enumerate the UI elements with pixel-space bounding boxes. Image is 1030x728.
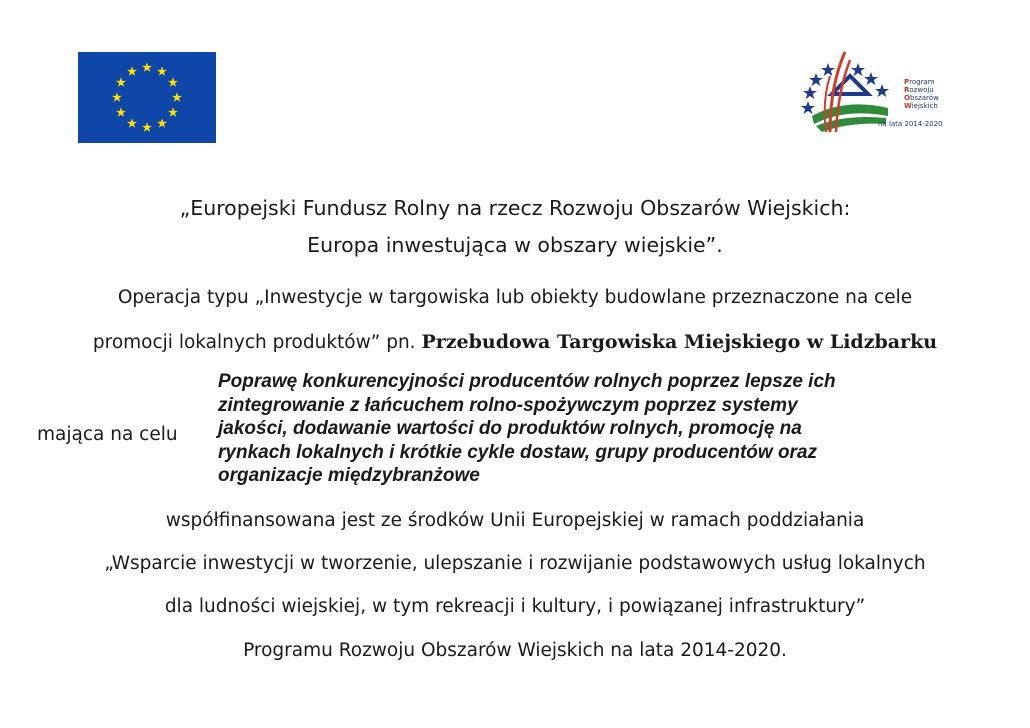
aim-line: jakości, dodawanie wartości do produktów rolnych, promocję na (218, 418, 802, 439)
eu-flag-logo (78, 52, 216, 143)
operation-prefix: promocji lokalnych produktów” pn. (92, 332, 416, 353)
prow-word-4: iejskich (911, 102, 938, 110)
prow-word-3: bszarów (909, 94, 939, 102)
prow-word-1: rogram (909, 78, 935, 86)
funding-line-2: „Wsparcie inwestycji w tworzenie, ulepszanie i rozwijanie podstawowych usług lokalnych (104, 553, 926, 574)
aim-text (218, 370, 998, 488)
heading-line-2: Europa inwestująca w obszary wiejskie”. (307, 233, 723, 257)
prow-years: na lata 2014-2020 (878, 120, 943, 128)
aim-line: Poprawę konkurencyjności producentów rolnych poprzez lepsze ich (218, 371, 836, 392)
funding-line-3: dla ludności wiejskiej, w tym rekreacji i kultury, i powiązanej infrastruktury” (164, 596, 866, 617)
operation-line-2 (0, 331, 1030, 353)
funding-line-1: współfinansowana jest ze środków Unii Europejskiej w ramach poddziałania (165, 510, 865, 531)
project-name: Przebudowa Targowiska Miejskiego w Lidzbarku (421, 331, 938, 353)
prow-logo-text: Program Rozwoju Obszarów Wiejskich (904, 78, 939, 110)
funding-line-4: Programu Rozwoju Obszarów Wiejskich na lata 2014-2020. (243, 640, 787, 661)
aim-line: zintegrowanie z łańcuchem rolno-spożywczym poprzez systemy (218, 394, 798, 416)
aim-label: mająca na celu (37, 424, 178, 445)
heading-line-1: „Europejski Fundusz Rolny na rzecz Rozwoju Obszarów Wiejskich: (179, 196, 851, 220)
aim-line: rynkach lokalnych i krótkie cykle dostaw, grupy producentów oraz (218, 441, 818, 463)
prow-word-2: ozwoju (909, 86, 934, 94)
operation-line-1: Operacja typu „Inwestycje w targowiska lub obiekty budowlane przeznaczone na cele (117, 287, 913, 308)
aim-line: organizacje międzybranżowe (218, 465, 480, 486)
